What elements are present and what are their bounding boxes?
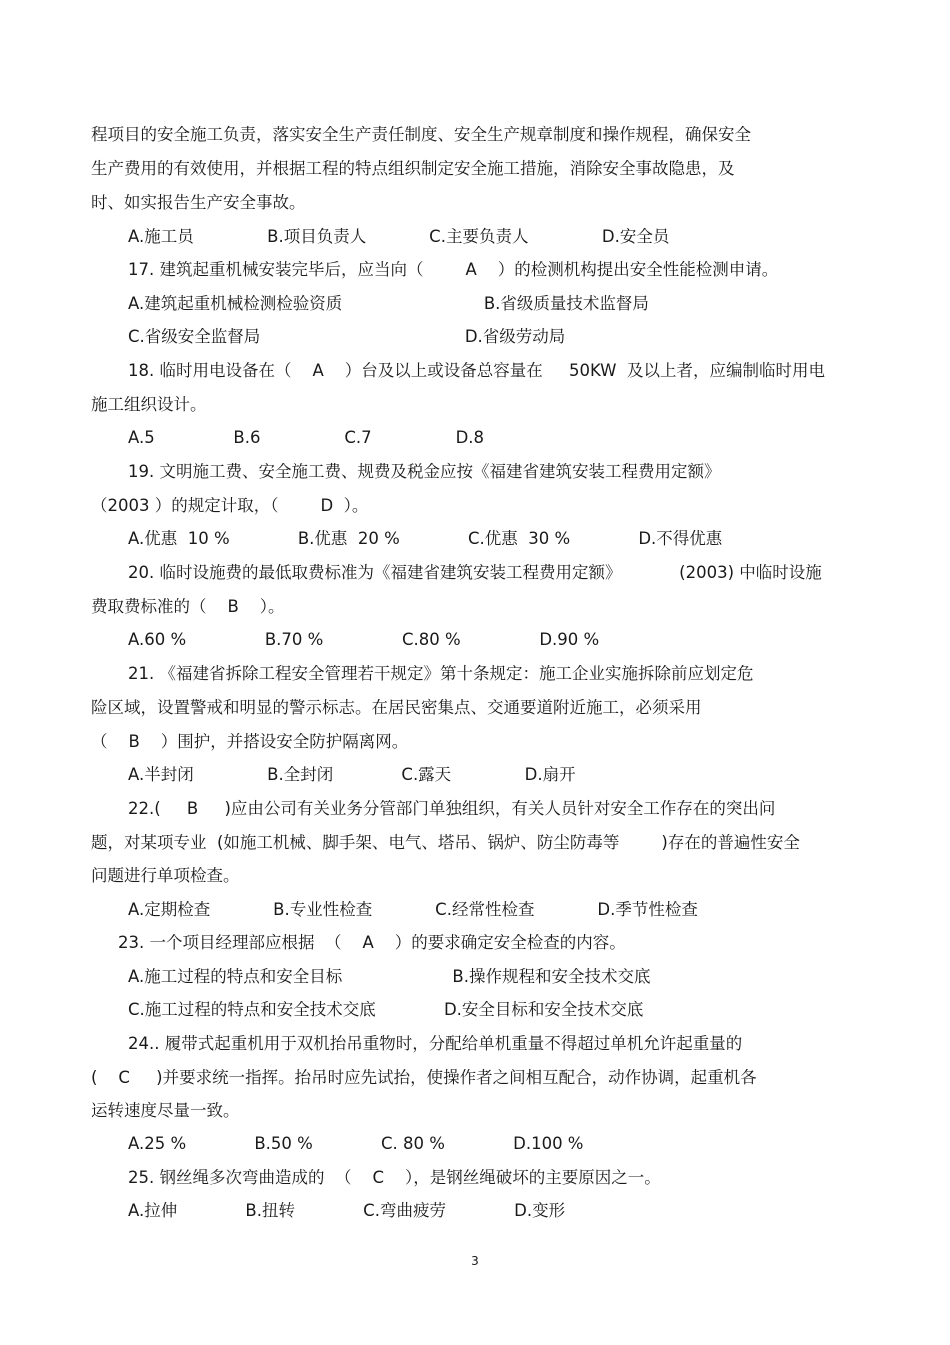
text-line: 施工组织设计。 (91, 395, 207, 414)
answer-options: A.5 B.6 C.7 D.8 (128, 428, 485, 447)
question-20: 20. 临时设施费的最低取费标准为《福建省建筑安装工程费用定额》 (2003) 中临时设施 (128, 563, 822, 582)
answer-options: A.定期检查 B.专业性检查 C.经常性检查 D.季节性检查 (128, 900, 698, 919)
answer-options: A.优惠 10 % B.优惠 20 % C.优惠 30 % D.不得优惠 (128, 529, 723, 548)
answer-options: A.25 % B.50 % C. 80 % D.100 % (128, 1134, 584, 1153)
question-17: 17. 建筑起重机械安装完毕后，应当向（ A ）的检测机构提出安全性能检测申请。 (128, 260, 779, 279)
question-22: 22.( B )应由公司有关业务分管部门单独组织，有关人员针对安全工作存在的突出问 (128, 799, 776, 818)
text-line: 运转速度尽量一致。 (91, 1101, 240, 1120)
text-line: （2003 ）的规定计取，（ D ）。 (91, 496, 369, 515)
question-19: 19. 文明施工费、安全施工费、规费及税金应按《福建省建筑安装工程费用定额》 (128, 462, 721, 481)
text-line: 险区域，设置警戒和明显的警示标志。在居民密集点、交通要道附近施工，必须采用 (91, 698, 702, 717)
question-23: 23. 一个项目经理部应根据 （ A ）的要求确定安全检查的内容。 (118, 933, 626, 952)
answer-options: A.施工过程的特点和安全目标 B.操作规程和安全技术交底 (128, 967, 651, 986)
answer-options: A.60 % B.70 % C.80 % D.90 % (128, 630, 600, 649)
question-21: 21. 《福建省拆除工程安全管理若干规定》第十条规定：施工企业实施拆除前应划定危 (128, 664, 754, 683)
answer-options: A.拉伸 B.扭转 C.弯曲疲劳 D.变形 (128, 1201, 566, 1220)
text-line: 费取费标准的（ B ）。 (91, 597, 285, 616)
question-18: 18. 临时用电设备在（ A ）台及以上或设备总容量在 50KW 及以上者，应编制临时用电 (128, 361, 825, 380)
answer-options: A.半封闭 B.全封闭 C.露天 D.扇开 (128, 765, 576, 784)
text-line: 问题进行单项检查。 (91, 866, 240, 885)
answer-options: A.建筑起重机械检测检验资质 B.省级质量技术监督局 (128, 294, 649, 313)
answer-options: A.施工员 B.项目负责人 C.主要负责人 D.安全员 (128, 227, 670, 246)
text-line: 时、如实报告生产安全事故。 (91, 193, 306, 212)
page-number: 3 (471, 1254, 479, 1268)
text-line: 程项目的安全施工负责，落实安全生产责任制度、安全生产规章制度和操作规程，确保安全 (91, 125, 751, 144)
answer-options: C.省级安全监督局 D.省级劳动局 (128, 327, 566, 346)
answer-options: C.施工过程的特点和安全技术交底 D.安全目标和安全技术交底 (128, 1000, 644, 1019)
question-25: 25. 钢丝绳多次弯曲造成的 （ C ），是钢丝绳破坏的主要原因之一。 (128, 1168, 661, 1187)
text-line: （ B ）围护，并搭设安全防护隔离网。 (91, 732, 409, 751)
text-line: 生产费用的有效使用，并根据工程的特点组织制定安全施工措施，消除安全事故隐患，及 (91, 159, 735, 178)
text-line: 题，对某项专业 (如施工机械、脚手架、电气、塔吊、锅炉、防尘防毒等 )存在的普遍性安全 (91, 833, 800, 852)
text-line: ( C )并要求统一指挥。抬吊时应先试抬，使操作者之间相互配合，动作协调，起重机各 (91, 1068, 757, 1087)
question-24: 24.. 履带式起重机用于双机抬吊重物时，分配给单机重量不得超过单机允许起重量的 (128, 1034, 743, 1053)
